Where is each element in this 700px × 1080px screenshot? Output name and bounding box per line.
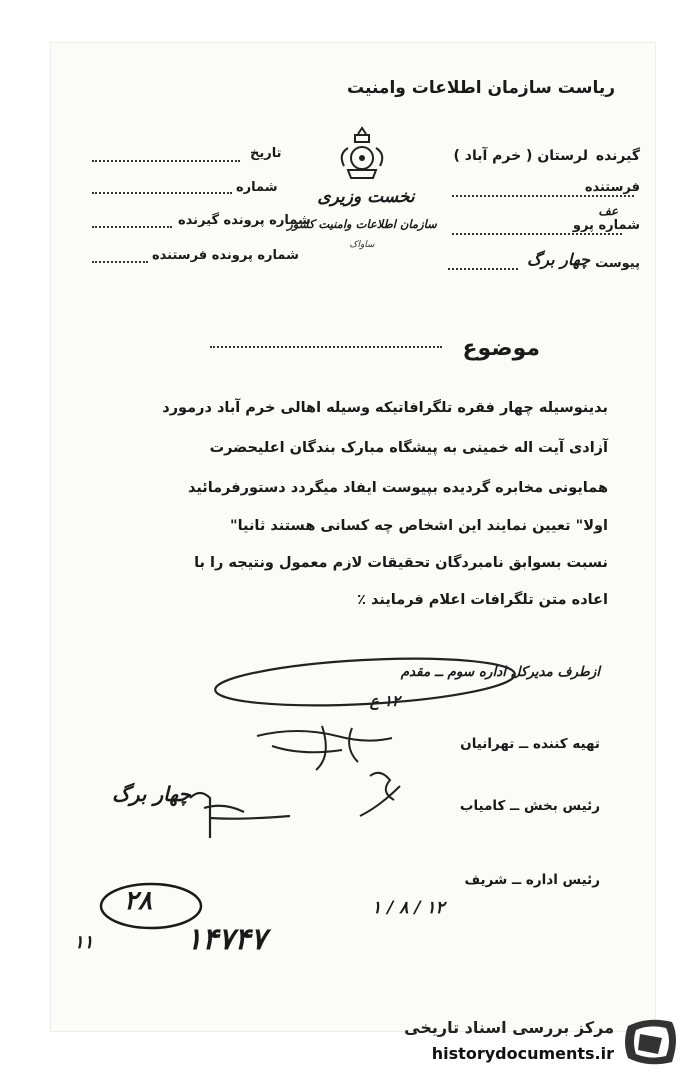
body-line-1: بدینوسیله چهار فقره تلگرافاتیکه وسیله اهالی خرم آباد درمورد bbox=[162, 400, 608, 416]
sender-dotted-line bbox=[452, 195, 634, 197]
subject-label: موضوع bbox=[462, 336, 540, 361]
signature-director-handwritten: ۱۲ ع bbox=[369, 692, 400, 710]
section-head: رئیس بخش ــ کامیاب bbox=[459, 798, 600, 814]
handwritten-note: چهار برگ bbox=[112, 782, 191, 806]
number-label: شماره پرو bbox=[572, 218, 640, 233]
bottom-mark: ۱۱ bbox=[74, 932, 94, 953]
date-dotted-line bbox=[92, 160, 240, 162]
body-line-6: اعاده متن تلگرافات اعلام فرمایند ٪ bbox=[357, 592, 608, 608]
lion-and-sun-emblem-icon bbox=[287, 126, 437, 261]
footer-url[interactable]: historydocuments.ir bbox=[431, 1044, 614, 1063]
archive-logo-icon bbox=[620, 1012, 682, 1074]
office-head-handwritten: ۱۲ / ۸ / ۱ bbox=[372, 898, 445, 918]
body-line-5: نسبت بسوابق نامبردگان تحقیقات لازم معمول ونتیجه را با bbox=[194, 555, 608, 571]
emblem-title: نخست وزیری bbox=[317, 187, 415, 207]
footer-org-name: مرکز بررسی اسناد تاریخی bbox=[404, 1018, 614, 1037]
left-number-dotted-line bbox=[92, 192, 232, 194]
scribble-signature-3-icon bbox=[350, 766, 420, 826]
receiver-file-dotted-line bbox=[92, 226, 172, 228]
sender-file-dotted-line bbox=[92, 261, 148, 263]
attachment-value: چهار برگ bbox=[526, 250, 590, 269]
emblem-subtitle: سازمان اطلاعات وامنیت کشور bbox=[287, 217, 437, 231]
bottom-left-number: ۲۸ bbox=[124, 886, 152, 916]
receiver-label: گیرنده bbox=[595, 148, 640, 164]
receiver-value: لرستان ( خرم آباد ) bbox=[453, 148, 588, 164]
number-dotted-line bbox=[452, 233, 622, 235]
scribble-signature-4-icon bbox=[180, 778, 300, 848]
prepared-by: تهیه کننده ــ تهرانیان bbox=[460, 736, 600, 752]
left-number-label: شماره bbox=[236, 180, 278, 195]
office-head: رئیس اداره ــ شریف bbox=[464, 872, 600, 888]
attachment-dotted-line bbox=[448, 268, 518, 270]
sender-label: فرستنده bbox=[584, 180, 640, 195]
date-label: تاریخ bbox=[250, 146, 282, 161]
scribble-signature-1-icon bbox=[200, 652, 530, 712]
subject-dotted-line bbox=[210, 346, 442, 348]
attachment-label: پیوست bbox=[595, 256, 640, 271]
number-handwritten: عف bbox=[598, 204, 618, 218]
body-line-4: اولا" تعیین نمایند این اشخاص چه کسانی هستند ثانیا" bbox=[230, 518, 608, 534]
sender-file-label: شماره پرونده فرستنده bbox=[152, 248, 299, 263]
body-line-2: آزادی آیت اله خمینی به پیشگاه مبارک بندگان اعلیحضرت bbox=[209, 440, 608, 456]
signature-line-director: ازطرف مدیرکل اداره سوم ــ مقدم bbox=[400, 664, 600, 680]
bottom-handwritten-number: ۱۴۷۴۷ bbox=[186, 922, 267, 957]
body-line-3: همایونی مخابره گردیده بپیوست ایفاد میگردد دستورفرمائید bbox=[187, 480, 608, 496]
emblem-block bbox=[287, 126, 437, 261]
emblem-small: ساواک bbox=[349, 240, 375, 250]
organization-title: ریاست سازمان اطلاعات وامنیت bbox=[347, 78, 615, 98]
receiver-file-label: شماره پرونده گیرنده bbox=[178, 213, 311, 228]
